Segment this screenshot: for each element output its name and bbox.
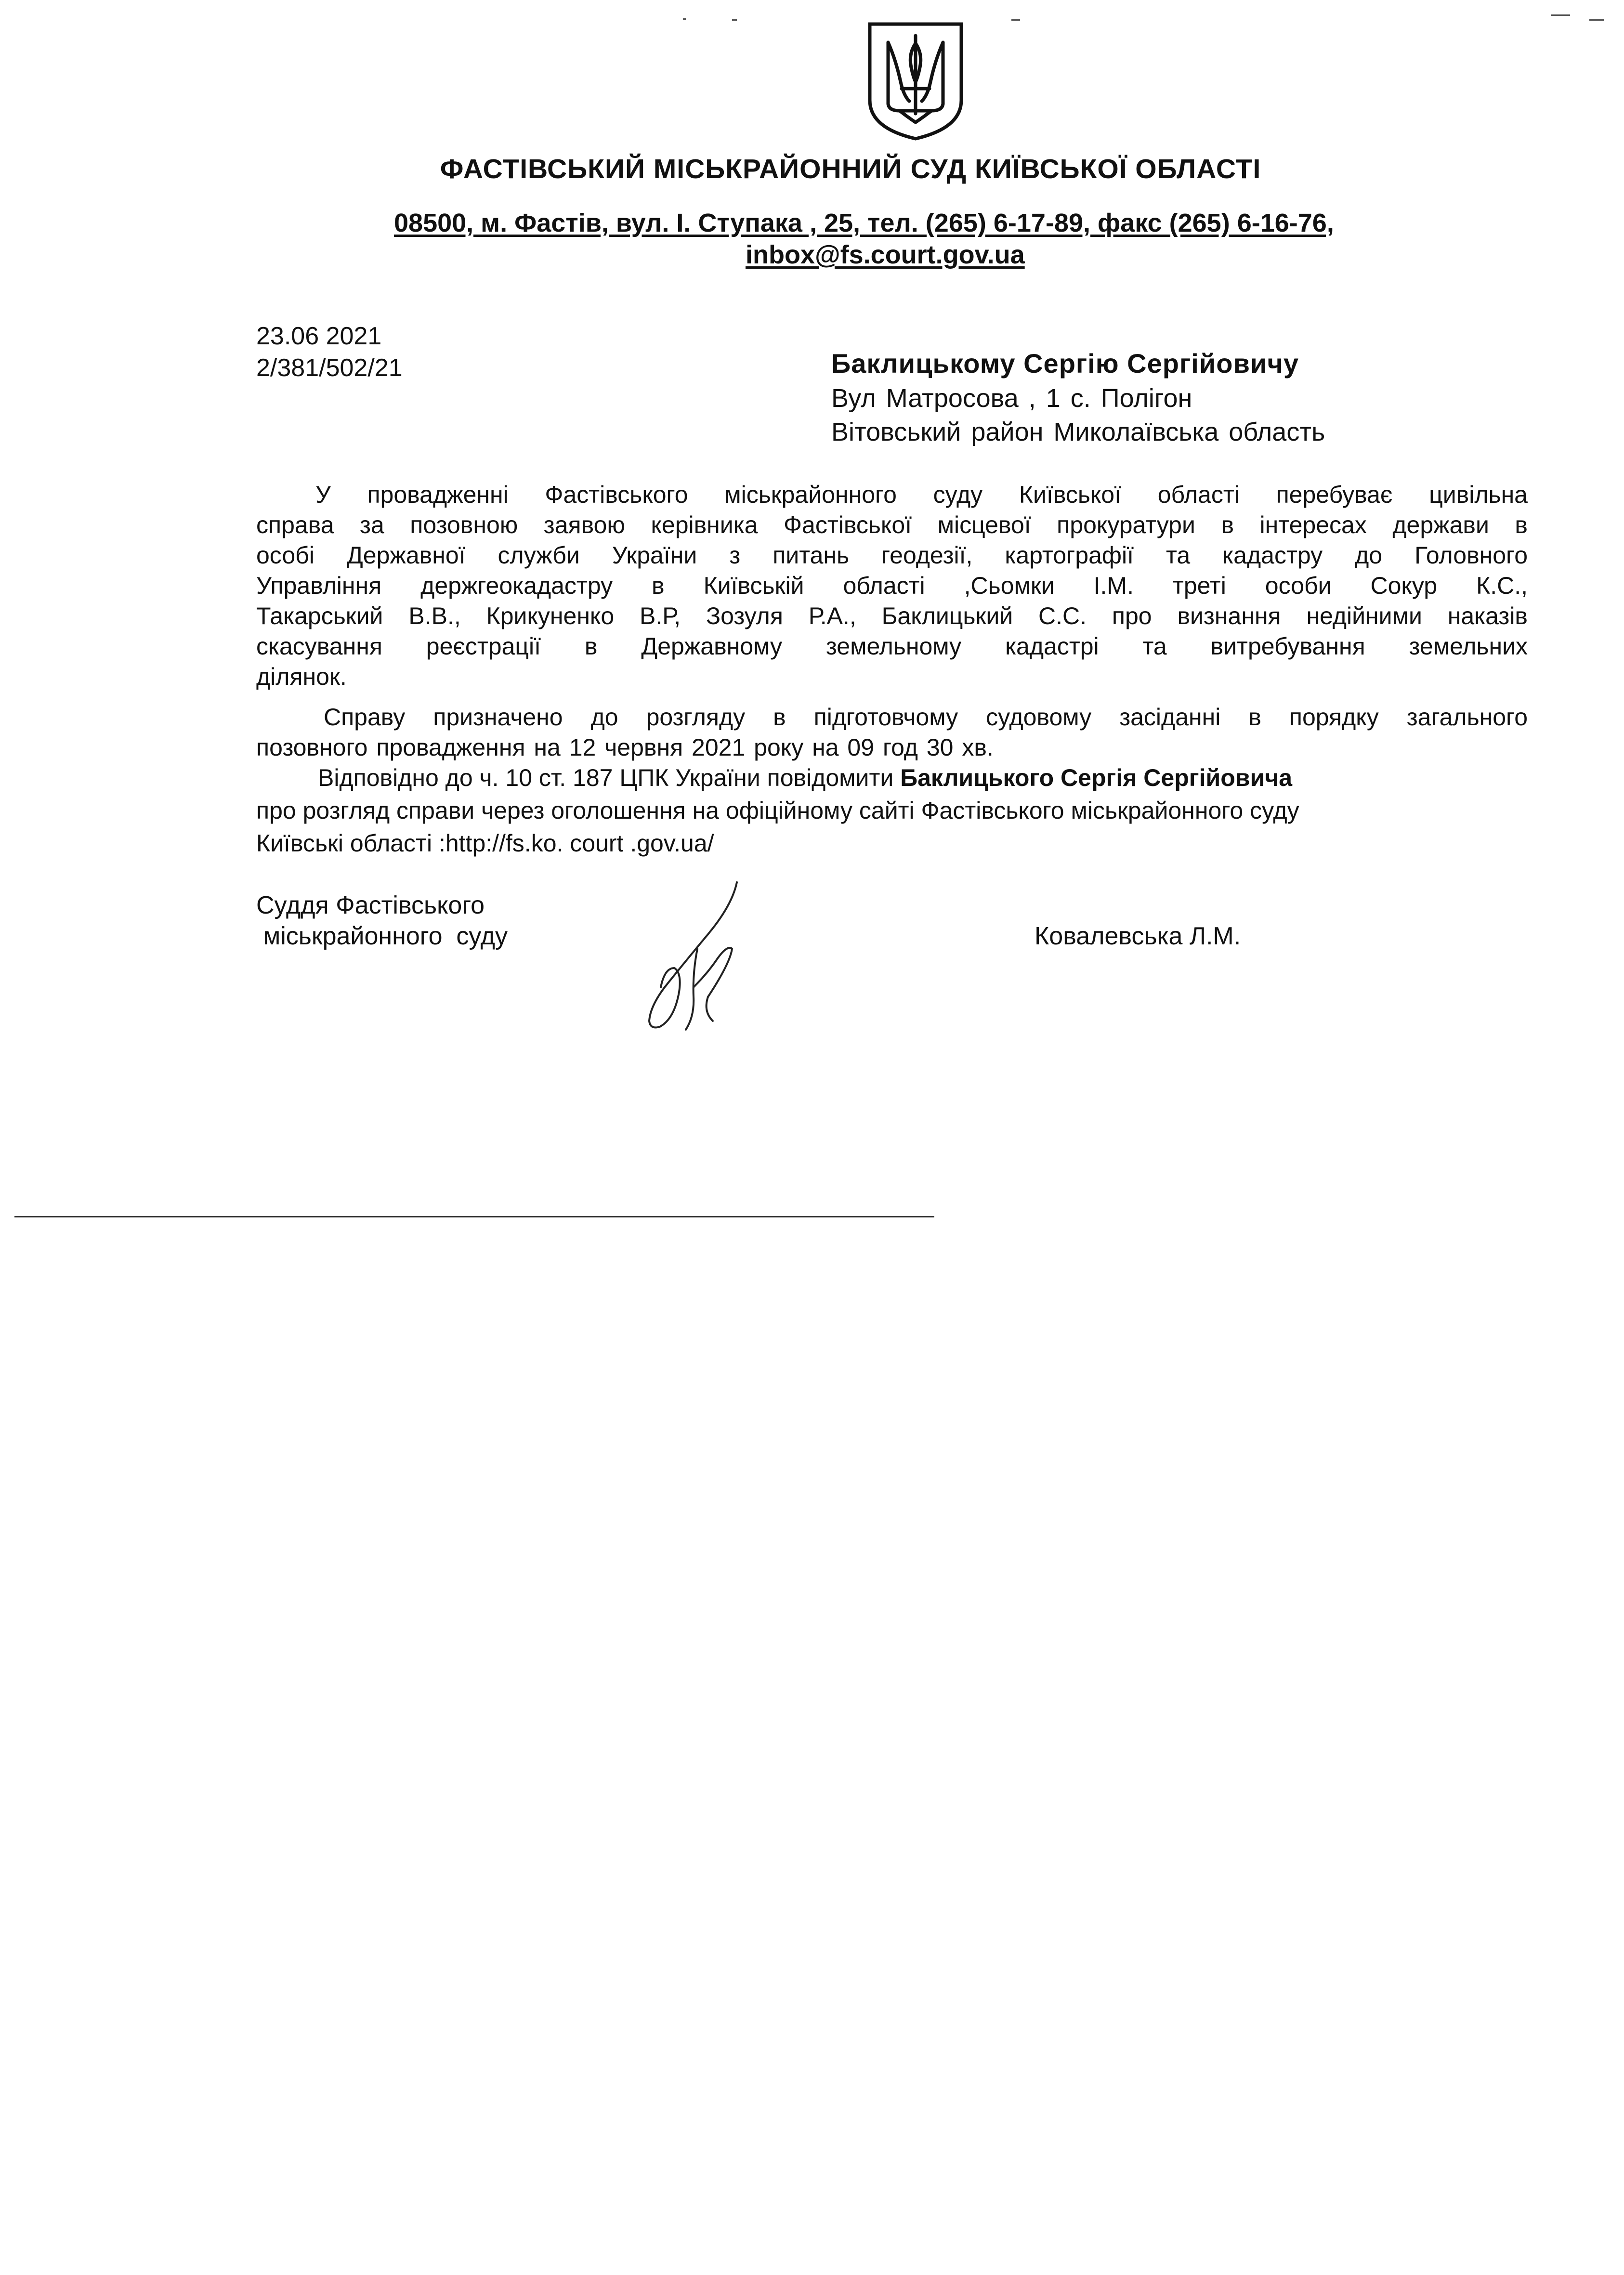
body-line: ділянок. [256,663,347,690]
recipient-street: Вул Матросова , 1 с. Полігон [831,384,1192,413]
notified-person-name: Баклицького Сергія Сергійовича [900,764,1293,791]
scan-speck [683,18,686,20]
notify-text: Відповідно до ч. 10 ст. 187 ЦПК України повідомити [318,764,901,791]
letter-date: 23.06 2021 [256,322,382,350]
recipient-name: Баклицькому Сергію Сергійовичу [831,348,1299,379]
scan-speck [732,19,737,21]
court-address: 08500, м. Фастів, вул. І. Ступака , 25, тел. (265) 6-17-89, факс (265) 6-16-76, [394,209,1334,237]
hearing-date-line: позовного провадження на 12 червня 2021 року на 09 год 30 хв. [256,734,994,761]
body-line: Справу призначено до розгляду в підготовчому судовому засіданні в порядку загального [324,704,1528,731]
case-reference: 2/381/502/21 [256,354,403,382]
coat-of-arms-icon [861,14,970,144]
judge-title-line-1: Суддя Фастівського [256,891,485,919]
body-line: скасування реєстрації в Державному земельному кадастрі та витребування земельних [256,633,1528,660]
scan-speck [1589,19,1604,21]
judge-name: Ковалевська Л.М. [1035,922,1241,950]
recipient-region: Вітовський район Миколаївська область [831,418,1325,446]
judge-title-line-2: міськрайонного суду [256,922,508,950]
court-website-line: Київські області :http://fs.ko. court .gov.ua/ [256,830,714,857]
handwritten-signature-icon [636,876,761,1035]
bottom-divider [14,1216,934,1217]
body-line: справа за позовною заявою керівника Фастівської місцевої прокуратури в інтересах держави в [256,511,1528,538]
scan-speck [1011,19,1020,21]
court-email-link[interactable]: inbox@fs.court.gov.ua [746,240,1025,269]
body-line: У провадженні Фастівського міськрайонного суду Київської області перебуває цивільна [315,481,1528,508]
body-line: особі Державної служби України з питань геодезії, картографії та кадастру до Головного [256,542,1528,569]
body-line [318,764,1292,792]
body-line: Управління держгеокадастру в Київській області ,Сьомки І.М. треті особи Сокур К.С., [256,572,1528,599]
court-name: ФАСТІВСЬКИЙ МІСЬКРАЙОННИЙ СУД КИЇВСЬКОЇ ОБЛАСТІ [440,154,1261,184]
body-line: Такарський В.В., Крикуненко В.Р, Зозуля Р.А., Баклицький С.С. про визнання недійними наказів [256,602,1528,629]
body-line: про розгляд справи через оголошення на офіційному сайті Фастівського міськрайонного суду [256,797,1299,824]
scan-speck [1551,14,1570,16]
